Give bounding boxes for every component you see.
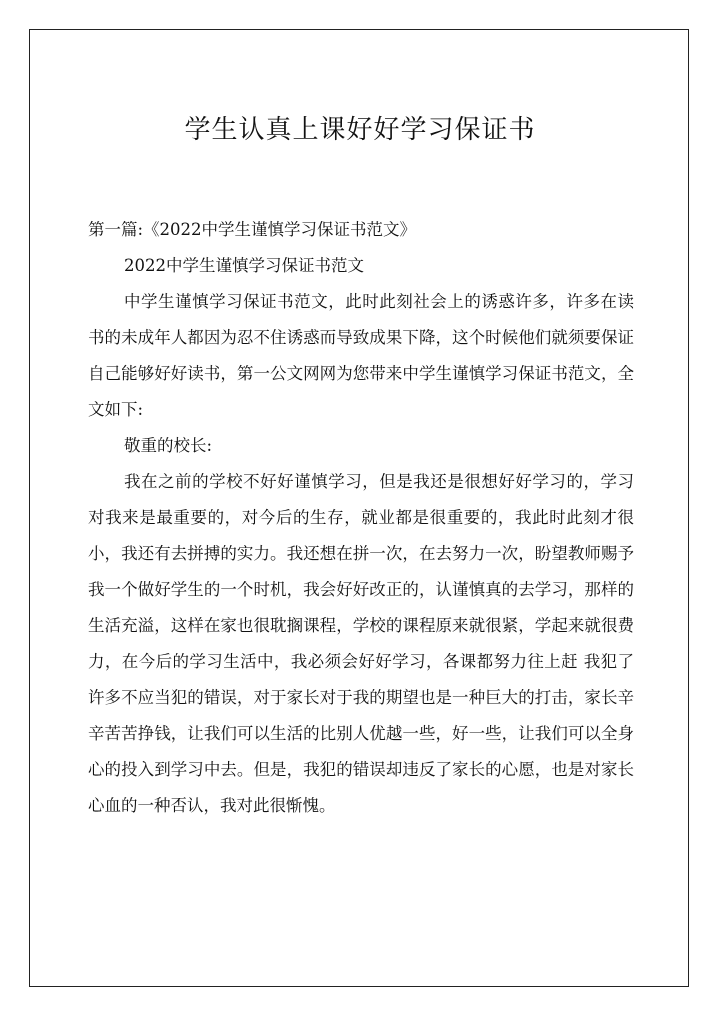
document-body	[88, 212, 634, 824]
intro-paragraph: 中学生谨慎学习保证书范文，此时此刻社会上的诱惑许多，许多在读书的未成年人都因为忍不住诱惑而导致成果下降，这个时候他们就须要保证自己能够好好读书，第一公文网网为您带来中学生谨慎学习保证书范文，全文如下:	[88, 292, 634, 419]
sub-heading: 2022中学生谨慎学习保证书范文	[124, 256, 364, 275]
section-heading: 第一篇:《2022中学生谨慎学习保证书范文》	[88, 220, 417, 239]
body-paragraph: 我在之前的学校不好好谨慎学习，但是我还是很想好好学习的，学习对我来是最重要的，对今后的生存，就业都是很重要的，我此时此刻才很小，我还有去拼搏的实力。我还想在拼一次，在去努力一次，盼望教师赐予我一个做好学生的一个时机，我会好好改正的，认谨慎真的去学习，那样的生活充溢，这样在家也很耽搁课程，学校的课程原来就很紧，学起来就很费力，在今后的学习生活中，我必须会好好学习，各课都努力往上赶 我犯了许多不应当犯的错误，对于家长对于我的期望也是一种巨大的打击，家长辛辛苦苦挣钱，让我们可以生活的比别人优越一些，好一些，让我们可以全身心的投入到学习中去。但是，我犯的错误却违反了家长的心愿，也是对家长心血的一种否认，我对此很惭愧。	[88, 472, 634, 815]
salutation: 敬重的校长:	[124, 436, 213, 455]
document-title: 学生认真上课好好学习保证书	[184, 115, 536, 145]
